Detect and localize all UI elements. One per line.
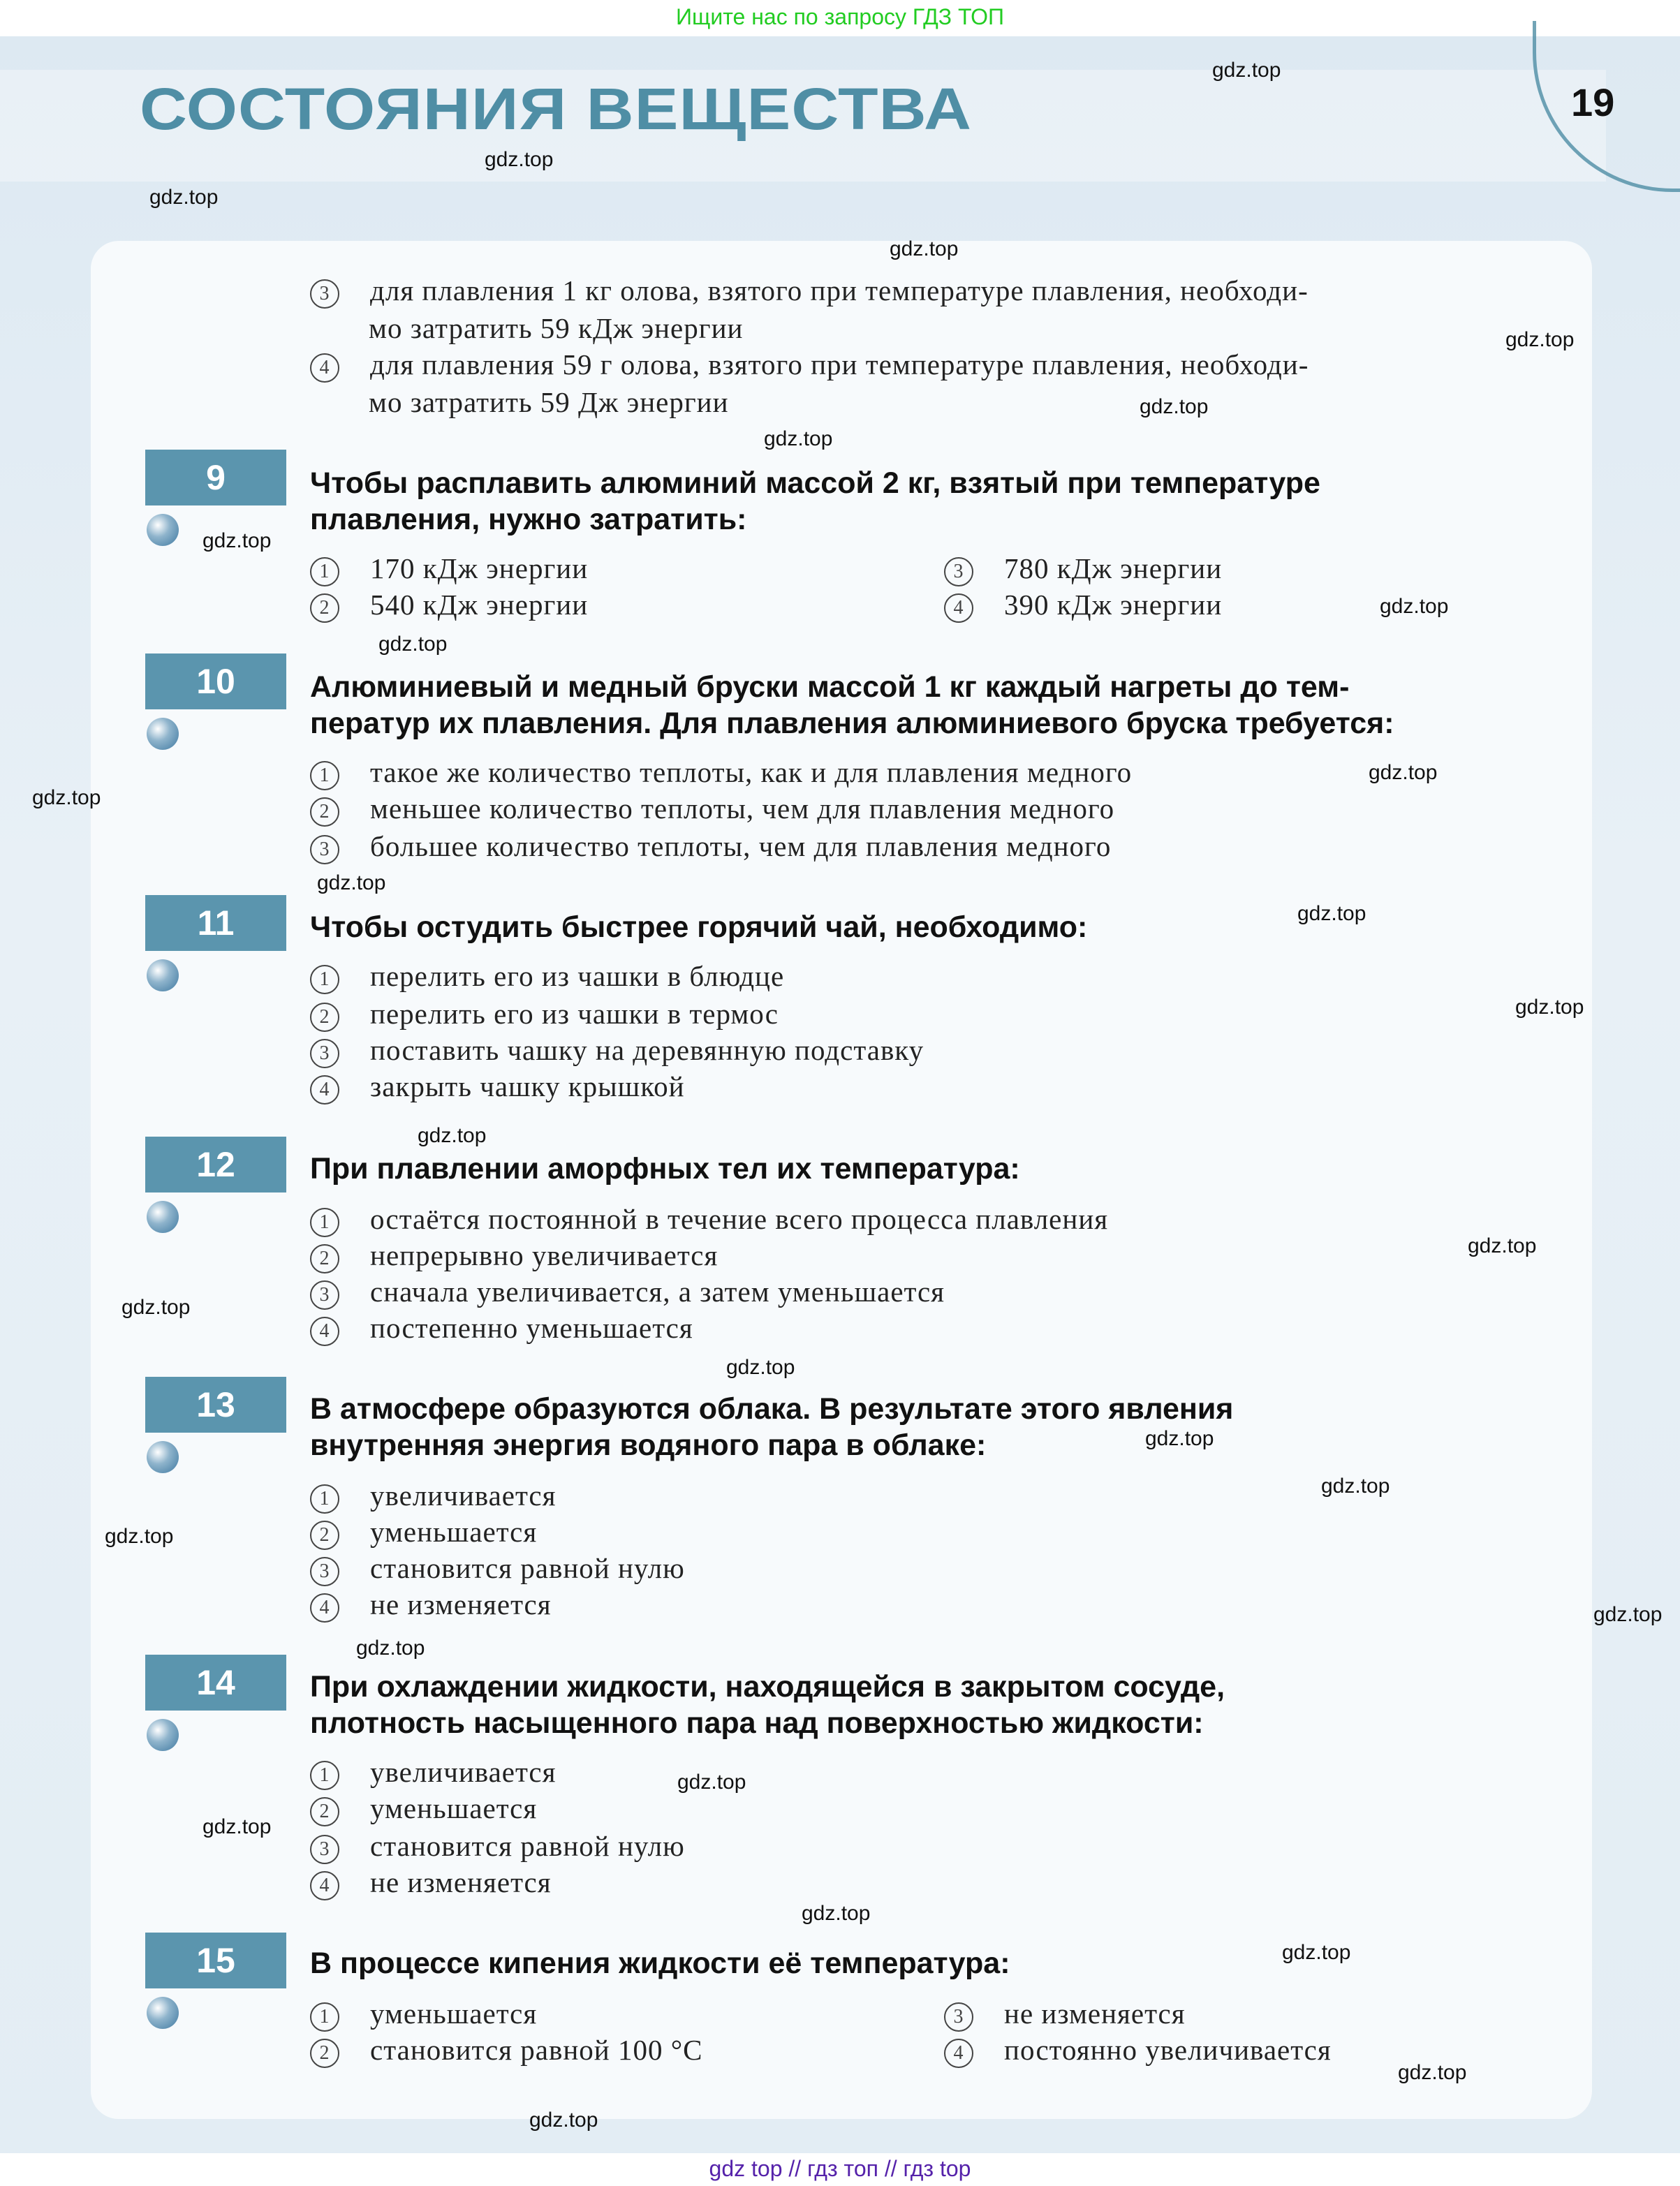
question-line: В процессе кипения жидкости её температура: xyxy=(310,1947,1010,1980)
watermark-text: gdz.top xyxy=(726,1356,795,1379)
answer-option[interactable] xyxy=(310,1995,537,2032)
watermark-text: gdz.top xyxy=(529,2109,598,2132)
option-text-continued: мо затратить 59 кДж энергии xyxy=(369,312,744,344)
option-text: 170 кДж энергии xyxy=(370,552,589,584)
option-text: увеличивается xyxy=(370,1479,557,1512)
option-number-circle: 2 xyxy=(310,1797,339,1826)
watermark-text: gdz.top xyxy=(418,1124,487,1147)
bottom-links[interactable]: gdz top // гдз топ // гдз top xyxy=(709,2156,971,2181)
option-number-circle: 3 xyxy=(310,1039,339,1068)
watermark-text: gdz.top xyxy=(1505,328,1575,351)
option-number-circle: 3 xyxy=(944,557,973,586)
option-text: поставить чашку на деревянную подставку xyxy=(370,1034,924,1066)
answer-option[interactable] xyxy=(310,2032,702,2068)
option-text: непрерывно увеличивается xyxy=(370,1239,719,1271)
watermark-text: gdz.top xyxy=(1369,761,1438,784)
watermark-text: gdz.top xyxy=(121,1296,191,1319)
question-text xyxy=(310,909,1567,945)
watermark-text: gdz.top xyxy=(202,1815,272,1838)
question-number-badge: 14 xyxy=(145,1655,286,1711)
answer-option[interactable] xyxy=(310,272,1309,309)
watermark-text: gdz.top xyxy=(317,871,386,894)
question-number-badge: 9 xyxy=(145,450,286,505)
question-line: плавления, нужно затратить: xyxy=(310,503,747,536)
page-title: СОСТОЯНИЯ ВЕЩЕСТВА xyxy=(140,76,973,142)
option-text: постепенно уменьшается xyxy=(370,1312,693,1344)
option-number-circle: 4 xyxy=(310,1871,339,1900)
watermark-text: gdz.top xyxy=(1321,1475,1390,1498)
option-number-circle: 1 xyxy=(310,557,339,586)
answer-option[interactable] xyxy=(310,1068,685,1105)
option-number-circle: 3 xyxy=(944,2002,973,2032)
question-text xyxy=(310,465,1567,538)
option-text: становится равной нулю xyxy=(370,1552,685,1584)
option-text: перелить его из чашки в термос xyxy=(370,998,779,1030)
question-marker-ball-icon xyxy=(147,959,179,991)
question-line: В атмосфере образуются облака. В результате этого явления xyxy=(310,1392,1234,1426)
option-number-circle: 4 xyxy=(944,2039,973,2068)
answer-option[interactable] xyxy=(310,1754,556,1790)
option-number-circle: 4 xyxy=(310,1075,339,1105)
watermark-text: gdz.top xyxy=(356,1637,425,1660)
option-number-circle: 2 xyxy=(310,797,339,827)
question-text xyxy=(310,1391,1567,1463)
watermark-text: gdz.top xyxy=(1140,395,1209,418)
option-number-circle: 3 xyxy=(310,279,339,309)
question-line: Алюминиевый и медный бруски массой 1 кг каждый нагреты до тем- xyxy=(310,670,1350,704)
option-text: увеличивается xyxy=(370,1756,557,1788)
question-line: ператур их плавления. Для плавления алюминиевого бруска требуется: xyxy=(310,707,1394,740)
question-number-badge: 12 xyxy=(145,1137,286,1192)
watermark-text: gdz.top xyxy=(32,786,101,809)
question-text xyxy=(310,1669,1567,1741)
question-marker-ball-icon xyxy=(147,1201,179,1233)
option-number-circle: 1 xyxy=(310,1208,339,1237)
search-banner[interactable]: Ищите нас по запросу ГДЗ ТОП xyxy=(676,4,1004,29)
answer-option[interactable] xyxy=(310,1237,718,1273)
question-text xyxy=(310,1151,1567,1187)
answer-option[interactable] xyxy=(310,1201,1108,1237)
watermark-text: gdz.top xyxy=(1297,902,1366,925)
answer-option[interactable] xyxy=(944,1995,1186,2032)
watermark-text: gdz.top xyxy=(378,633,448,656)
answer-option[interactable] xyxy=(310,754,1132,790)
watermark-text: gdz.top xyxy=(802,1902,871,1925)
watermark-text: gdz.top xyxy=(1145,1427,1214,1450)
watermark-text: gdz.top xyxy=(677,1771,746,1794)
option-number-circle: 2 xyxy=(310,593,339,623)
option-number-circle: 4 xyxy=(310,1317,339,1346)
question-line: внутренняя энергия водяного пара в облаке: xyxy=(310,1428,987,1462)
question-number-badge: 11 xyxy=(145,895,286,951)
option-text: 780 кДж энергии xyxy=(1004,552,1223,584)
question-marker-ball-icon xyxy=(147,514,179,546)
watermark-text: gdz.top xyxy=(105,1525,174,1548)
question-marker-ball-icon xyxy=(147,1719,179,1751)
option-text: уменьшается xyxy=(370,1997,538,2030)
answer-option[interactable] xyxy=(310,1273,945,1310)
option-text: перелить его из чашки в блюдце xyxy=(370,960,785,992)
answer-option[interactable] xyxy=(310,1828,685,1864)
watermark-text: gdz.top xyxy=(1515,996,1584,1019)
question-marker-ball-icon xyxy=(147,1997,179,2029)
option-text: остаётся постоянной в течение всего процесса плавления xyxy=(370,1203,1109,1235)
answer-option[interactable] xyxy=(310,1477,556,1514)
answer-option[interactable] xyxy=(310,1864,552,1900)
question-line: При плавлении аморфных тел их температура: xyxy=(310,1152,1020,1186)
option-text: становится равной 100 °C xyxy=(370,2034,703,2066)
question-number-badge: 13 xyxy=(145,1377,286,1433)
watermark-text: gdz.top xyxy=(1212,59,1281,82)
option-number-circle: 1 xyxy=(310,965,339,994)
option-number-circle: 1 xyxy=(310,1761,339,1790)
option-number-circle: 4 xyxy=(310,1593,339,1623)
option-number-circle: 3 xyxy=(310,1280,339,1310)
option-number-circle: 3 xyxy=(310,1835,339,1864)
option-number-circle: 3 xyxy=(310,835,339,864)
option-number-circle: 2 xyxy=(310,1521,339,1550)
option-text: сначала увеличивается, а затем уменьшается xyxy=(370,1276,945,1308)
watermark-text: gdz.top xyxy=(1282,1941,1351,1964)
option-text: такое же количество теплоты, как и для плавления медного xyxy=(370,756,1133,788)
page-number: 19 xyxy=(1571,80,1615,124)
option-number-circle: 1 xyxy=(310,761,339,790)
option-text: для плавления 59 г олова, взятого при температуре плавления, необходи- xyxy=(370,348,1309,381)
option-number-circle: 2 xyxy=(310,2039,339,2068)
option-number-circle: 4 xyxy=(310,353,339,383)
watermark-text: gdz.top xyxy=(485,148,554,171)
option-text: для плавления 1 кг олова, взятого при температуре плавления, необходи- xyxy=(370,274,1309,307)
option-text-continued: мо затратить 59 Дж энергии xyxy=(369,386,729,418)
answer-option[interactable] xyxy=(310,1790,537,1826)
option-number-circle: 3 xyxy=(310,1557,339,1586)
option-text: 390 кДж энергии xyxy=(1004,589,1223,621)
option-text: не изменяется xyxy=(1004,1997,1186,2030)
answer-option[interactable] xyxy=(310,828,1111,864)
answer-option[interactable] xyxy=(944,2032,1332,2068)
option-text: уменьшается xyxy=(370,1792,538,1824)
answer-option[interactable] xyxy=(310,346,1309,383)
answer-option[interactable] xyxy=(310,550,588,586)
option-text: 540 кДж энергии xyxy=(370,589,589,621)
watermark-text: gdz.top xyxy=(149,186,219,209)
watermark-text: gdz.top xyxy=(1398,2061,1467,2084)
option-number-circle: 1 xyxy=(310,1484,339,1514)
question-marker-ball-icon xyxy=(147,718,179,750)
question-marker-ball-icon xyxy=(147,1441,179,1473)
answer-option[interactable] xyxy=(310,1514,537,1550)
watermark-text: gdz.top xyxy=(1593,1603,1663,1626)
answer-option[interactable] xyxy=(944,550,1222,586)
option-number-circle: 1 xyxy=(310,2002,339,2032)
watermark-text: gdz.top xyxy=(890,237,959,260)
option-number-circle: 4 xyxy=(944,593,973,623)
watermark-text: gdz.top xyxy=(202,529,272,552)
question-text xyxy=(310,1945,1567,1981)
watermark-text: gdz.top xyxy=(764,427,833,450)
answer-option[interactable] xyxy=(944,586,1222,623)
answer-option[interactable] xyxy=(310,586,588,623)
option-text: не изменяется xyxy=(370,1588,552,1620)
option-number-circle: 2 xyxy=(310,1244,339,1273)
option-text: не изменяется xyxy=(370,1866,552,1898)
answer-option[interactable] xyxy=(310,1550,685,1586)
option-number-circle: 2 xyxy=(310,1003,339,1032)
question-number-badge: 10 xyxy=(145,653,286,709)
watermark-text: gdz.top xyxy=(1468,1234,1537,1257)
option-text: постоянно увеличивается xyxy=(1004,2034,1332,2066)
question-line: Чтобы расплавить алюминий массой 2 кг, взятый при температуре xyxy=(310,466,1320,500)
option-text: большее количество теплоты, чем для плавления медного xyxy=(370,830,1112,862)
option-text: закрыть чашку крышкой xyxy=(370,1070,685,1102)
question-line: плотность насыщенного пара над поверхностью жидкости: xyxy=(310,1706,1204,1740)
answer-option[interactable] xyxy=(310,1032,924,1068)
answer-option[interactable] xyxy=(310,790,1114,827)
watermark-text: gdz.top xyxy=(1380,595,1449,618)
answer-option[interactable] xyxy=(310,996,779,1032)
answer-option[interactable] xyxy=(310,1310,693,1346)
question-line: При охлаждении жидкости, находящейся в закрытом сосуде, xyxy=(310,1670,1225,1704)
question-text xyxy=(310,669,1567,741)
option-text: меньшее количество теплоты, чем для плавления медного xyxy=(370,792,1115,825)
answer-option[interactable] xyxy=(310,958,784,994)
option-text: уменьшается xyxy=(370,1516,538,1548)
option-text: становится равной нулю xyxy=(370,1830,685,1862)
question-line: Чтобы остудить быстрее горячий чай, необходимо: xyxy=(310,910,1088,944)
question-number-badge: 15 xyxy=(145,1933,286,1988)
answer-option[interactable] xyxy=(310,1586,552,1623)
